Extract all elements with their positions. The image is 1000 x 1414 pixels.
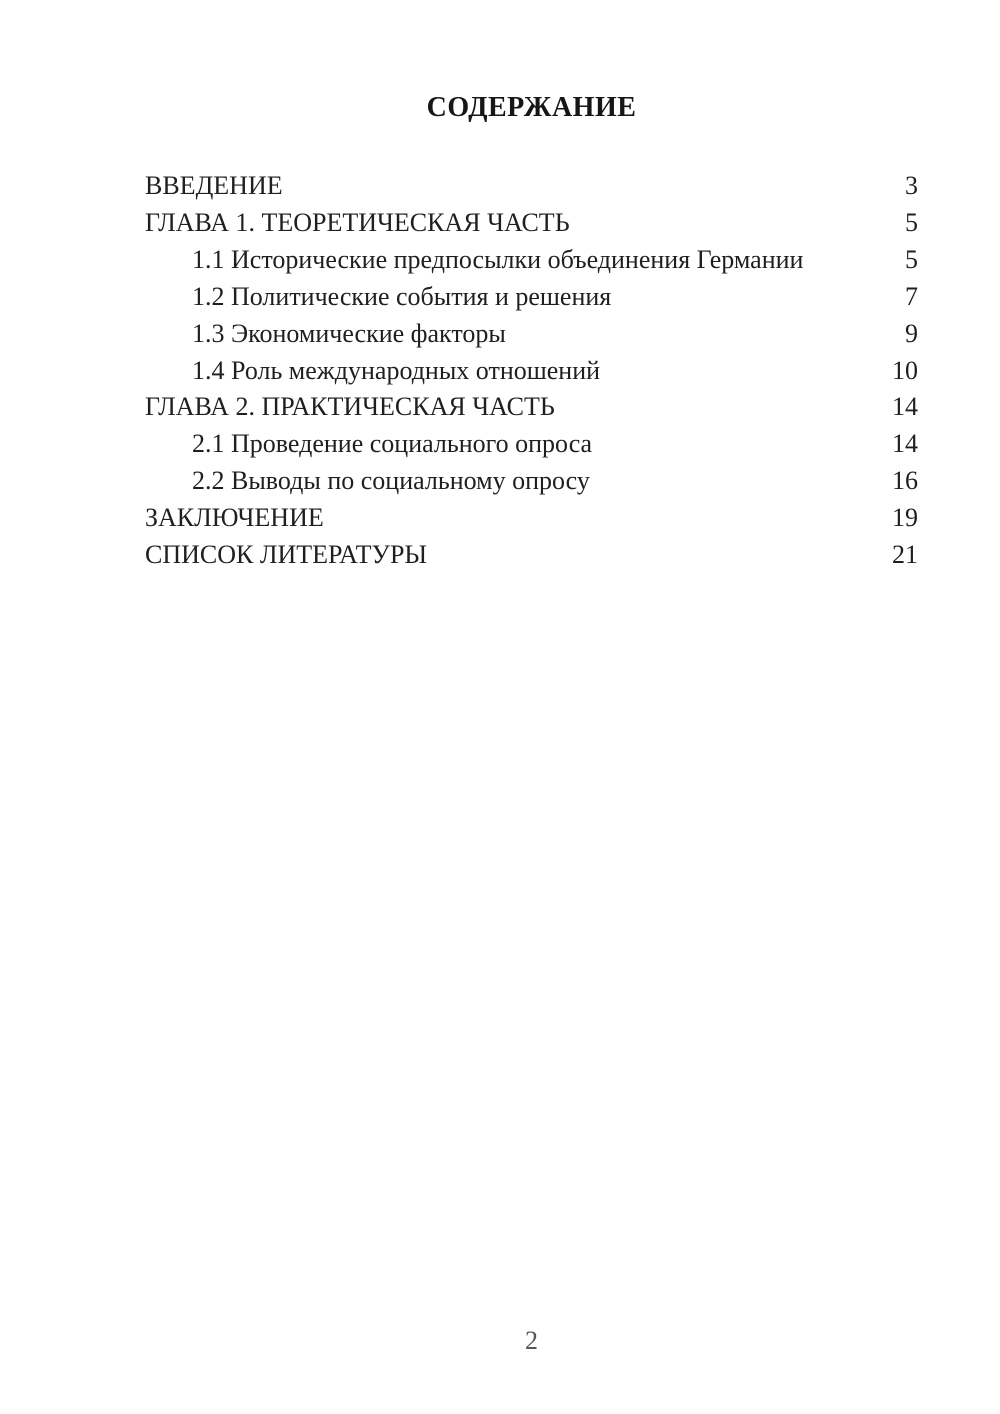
toc-entry-label: 1.4 Роль международных отношений (192, 355, 601, 385)
page-number: 2 (525, 1326, 538, 1355)
toc-entry (145, 316, 918, 353)
toc-entry-page: 16 (892, 466, 918, 496)
toc-entry-page: 3 (905, 171, 918, 200)
toc-entry-label: 1.3 Экономические факторы (192, 318, 506, 348)
toc-entry (145, 279, 918, 316)
toc-entry (145, 168, 918, 205)
toc-entry-page: 14 (892, 429, 918, 459)
toc-entry (145, 426, 918, 463)
toc-entry (145, 389, 918, 426)
toc-entry (145, 353, 918, 390)
toc-entry-label: 2.1 Проведение социального опроса (192, 429, 593, 459)
toc-entry-label: 2.2 Выводы по социальному опросу (192, 466, 590, 496)
toc-entry-label: 1.1 Исторические предпосылки объединения Германии (192, 244, 804, 274)
toc-entry-label: ВВЕДЕНИЕ (145, 171, 283, 200)
toc-entry (145, 537, 918, 574)
toc-entry-page: 21 (892, 540, 918, 570)
page-title: СОДЕРЖАНИЕ (426, 92, 637, 123)
toc-entry-label: 1.2 Политические события и решения (192, 281, 612, 311)
toc-entry-page: 14 (892, 392, 918, 422)
toc-entry-label: ГЛАВА 2. ПРАКТИЧЕСКАЯ ЧАСТЬ (145, 392, 555, 422)
toc-entry-page: 19 (892, 503, 918, 533)
toc-entry (145, 500, 918, 537)
toc-entry-label: ЗАКЛЮЧЕНИЕ (145, 503, 324, 533)
toc-entry-label: СПИСОК ЛИТЕРАТУРЫ (145, 540, 428, 570)
toc-entry-page: 9 (905, 318, 918, 348)
toc-entry-page: 7 (905, 281, 918, 311)
toc-entry-label: ГЛАВА 1. ТЕОРЕТИЧЕСКАЯ ЧАСТЬ (145, 207, 570, 237)
toc-entry (145, 242, 918, 279)
toc-entry (145, 205, 918, 242)
toc-entry-page: 10 (892, 355, 918, 385)
toc-entry-page: 5 (905, 244, 918, 274)
toc-entry-page: 5 (905, 207, 918, 237)
toc-entry (145, 463, 918, 500)
table-of-contents (145, 168, 918, 574)
